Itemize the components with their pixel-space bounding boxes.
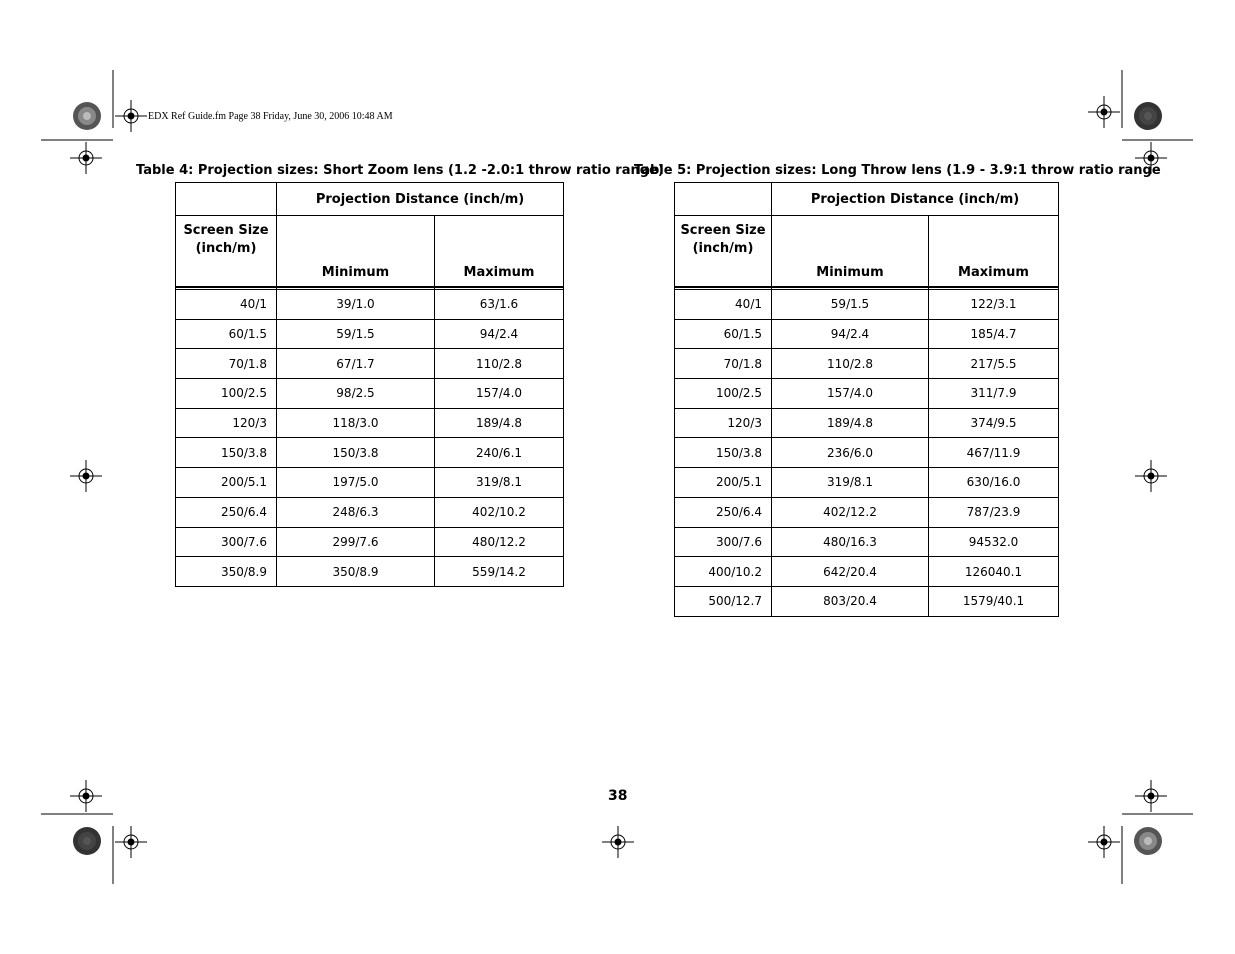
minimum-cell: 236/6.0 [772, 438, 929, 468]
table4-min-header: Minimum [277, 216, 435, 288]
table4-corner-cell [176, 183, 277, 216]
minimum-cell: 299/7.6 [277, 527, 435, 557]
screen-size-cell: 120/3 [675, 408, 772, 438]
screen-size-cell: 150/3.8 [176, 438, 277, 468]
screen-size-cell: 40/1 [176, 290, 277, 320]
registration-target-icon [115, 100, 147, 132]
minimum-cell: 59/1.5 [277, 319, 435, 349]
maximum-cell: 240/6.1 [435, 438, 564, 468]
registration-target-icon [115, 826, 147, 858]
table5-corner-cell [675, 183, 772, 216]
screen-size-cell: 400/10.2 [675, 557, 772, 587]
registration-target-icon [1135, 460, 1167, 492]
maximum-cell: 559/14.2 [435, 557, 564, 587]
maximum-cell: 480/12.2 [435, 527, 564, 557]
maximum-cell: 185/4.7 [929, 319, 1059, 349]
minimum-cell: 98/2.5 [277, 379, 435, 409]
minimum-cell: 319/8.1 [772, 468, 929, 498]
starburst-icon [1133, 101, 1163, 131]
table-row [675, 586, 1059, 616]
table5 [674, 182, 1059, 617]
maximum-cell: 402/10.2 [435, 497, 564, 527]
table-row [675, 408, 1059, 438]
table-row [675, 527, 1059, 557]
maximum-cell: 189/4.8 [435, 408, 564, 438]
minimum-cell: 402/12.2 [772, 497, 929, 527]
file-header: EDX Ref Guide.fm Page 38 Friday, June 30, 2006 10:48 AM [148, 111, 393, 122]
maximum-cell: 217/5.5 [929, 349, 1059, 379]
screen-size-cell: 350/8.9 [176, 557, 277, 587]
registration-target-icon [602, 826, 634, 858]
starburst-icon [1133, 826, 1163, 856]
table-row [176, 408, 564, 438]
table-row [176, 379, 564, 409]
registration-target-icon [70, 460, 102, 492]
maximum-cell: 630/16.0 [929, 468, 1059, 498]
table4-screen-header: Screen Size (inch/m) [176, 216, 277, 288]
maximum-cell: 1579/40.1 [929, 586, 1059, 616]
minimum-cell: 803/20.4 [772, 586, 929, 616]
minimum-cell: 157/4.0 [772, 379, 929, 409]
maximum-cell: 467/11.9 [929, 438, 1059, 468]
maximum-cell: 319/8.1 [435, 468, 564, 498]
table-row [176, 349, 564, 379]
maximum-cell: 122/3.1 [929, 290, 1059, 320]
screen-size-cell: 100/2.5 [176, 379, 277, 409]
table-row [675, 557, 1059, 587]
minimum-cell: 197/5.0 [277, 468, 435, 498]
screen-size-cell: 200/5.1 [675, 468, 772, 498]
minimum-cell: 248/6.3 [277, 497, 435, 527]
registration-target-icon [70, 780, 102, 812]
table5-min-header: Minimum [772, 216, 929, 288]
maximum-cell: 94532.0 [929, 527, 1059, 557]
table-row [176, 557, 564, 587]
screen-size-cell: 250/6.4 [176, 497, 277, 527]
screen-size-cell: 150/3.8 [675, 438, 772, 468]
registration-target-icon [1088, 96, 1120, 128]
minimum-cell: 39/1.0 [277, 290, 435, 320]
maximum-cell: 126040.1 [929, 557, 1059, 587]
table-row [675, 468, 1059, 498]
screen-size-cell: 60/1.5 [176, 319, 277, 349]
minimum-cell: 642/20.4 [772, 557, 929, 587]
screen-size-cell: 60/1.5 [675, 319, 772, 349]
screen-size-cell: 70/1.8 [176, 349, 277, 379]
table4-caption: Table 4: Projection sizes: Short Zoom lens (1.2 -2.0:1 throw ratio range) [136, 163, 664, 178]
registration-target-icon [1135, 780, 1167, 812]
screen-size-cell: 100/2.5 [675, 379, 772, 409]
screen-size-cell: 250/6.4 [675, 497, 772, 527]
minimum-cell: 150/3.8 [277, 438, 435, 468]
screen-size-cell: 300/7.6 [675, 527, 772, 557]
minimum-cell: 94/2.4 [772, 319, 929, 349]
screen-size-cell: 120/3 [176, 408, 277, 438]
screen-size-cell: 200/5.1 [176, 468, 277, 498]
table-row [675, 319, 1059, 349]
table-row [176, 319, 564, 349]
registration-target-icon [1088, 826, 1120, 858]
table-row [675, 349, 1059, 379]
minimum-cell: 350/8.9 [277, 557, 435, 587]
screen-size-cell: 500/12.7 [675, 586, 772, 616]
table4-max-header: Maximum [435, 216, 564, 288]
maximum-cell: 787/23.9 [929, 497, 1059, 527]
minimum-cell: 118/3.0 [277, 408, 435, 438]
starburst-icon [72, 101, 102, 131]
minimum-cell: 67/1.7 [277, 349, 435, 379]
maximum-cell: 374/9.5 [929, 408, 1059, 438]
table-row [675, 497, 1059, 527]
starburst-icon [72, 826, 102, 856]
registration-target-icon [70, 142, 102, 174]
table-row [176, 438, 564, 468]
table5-max-header: Maximum [929, 216, 1059, 288]
table-row [176, 468, 564, 498]
table5-caption: Table 5: Projection sizes: Long Throw lens (1.9 - 3.9:1 throw ratio range [634, 163, 1161, 178]
table5-screen-header: Screen Size (inch/m) [675, 216, 772, 288]
page-number: 38 [608, 788, 628, 804]
maximum-cell: 63/1.6 [435, 290, 564, 320]
screen-size-cell: 70/1.8 [675, 349, 772, 379]
table4 [175, 182, 564, 587]
table-row [675, 438, 1059, 468]
minimum-cell: 189/4.8 [772, 408, 929, 438]
table-row [675, 379, 1059, 409]
minimum-cell: 59/1.5 [772, 290, 929, 320]
screen-size-cell: 40/1 [675, 290, 772, 320]
screen-size-cell: 300/7.6 [176, 527, 277, 557]
table-row [675, 290, 1059, 320]
maximum-cell: 157/4.0 [435, 379, 564, 409]
maximum-cell: 311/7.9 [929, 379, 1059, 409]
table4-group-header: Projection Distance (inch/m) [277, 183, 564, 216]
minimum-cell: 480/16.3 [772, 527, 929, 557]
table-row [176, 527, 564, 557]
table5-group-header: Projection Distance (inch/m) [772, 183, 1059, 216]
maximum-cell: 110/2.8 [435, 349, 564, 379]
maximum-cell: 94/2.4 [435, 319, 564, 349]
table-row [176, 497, 564, 527]
table-row [176, 290, 564, 320]
minimum-cell: 110/2.8 [772, 349, 929, 379]
